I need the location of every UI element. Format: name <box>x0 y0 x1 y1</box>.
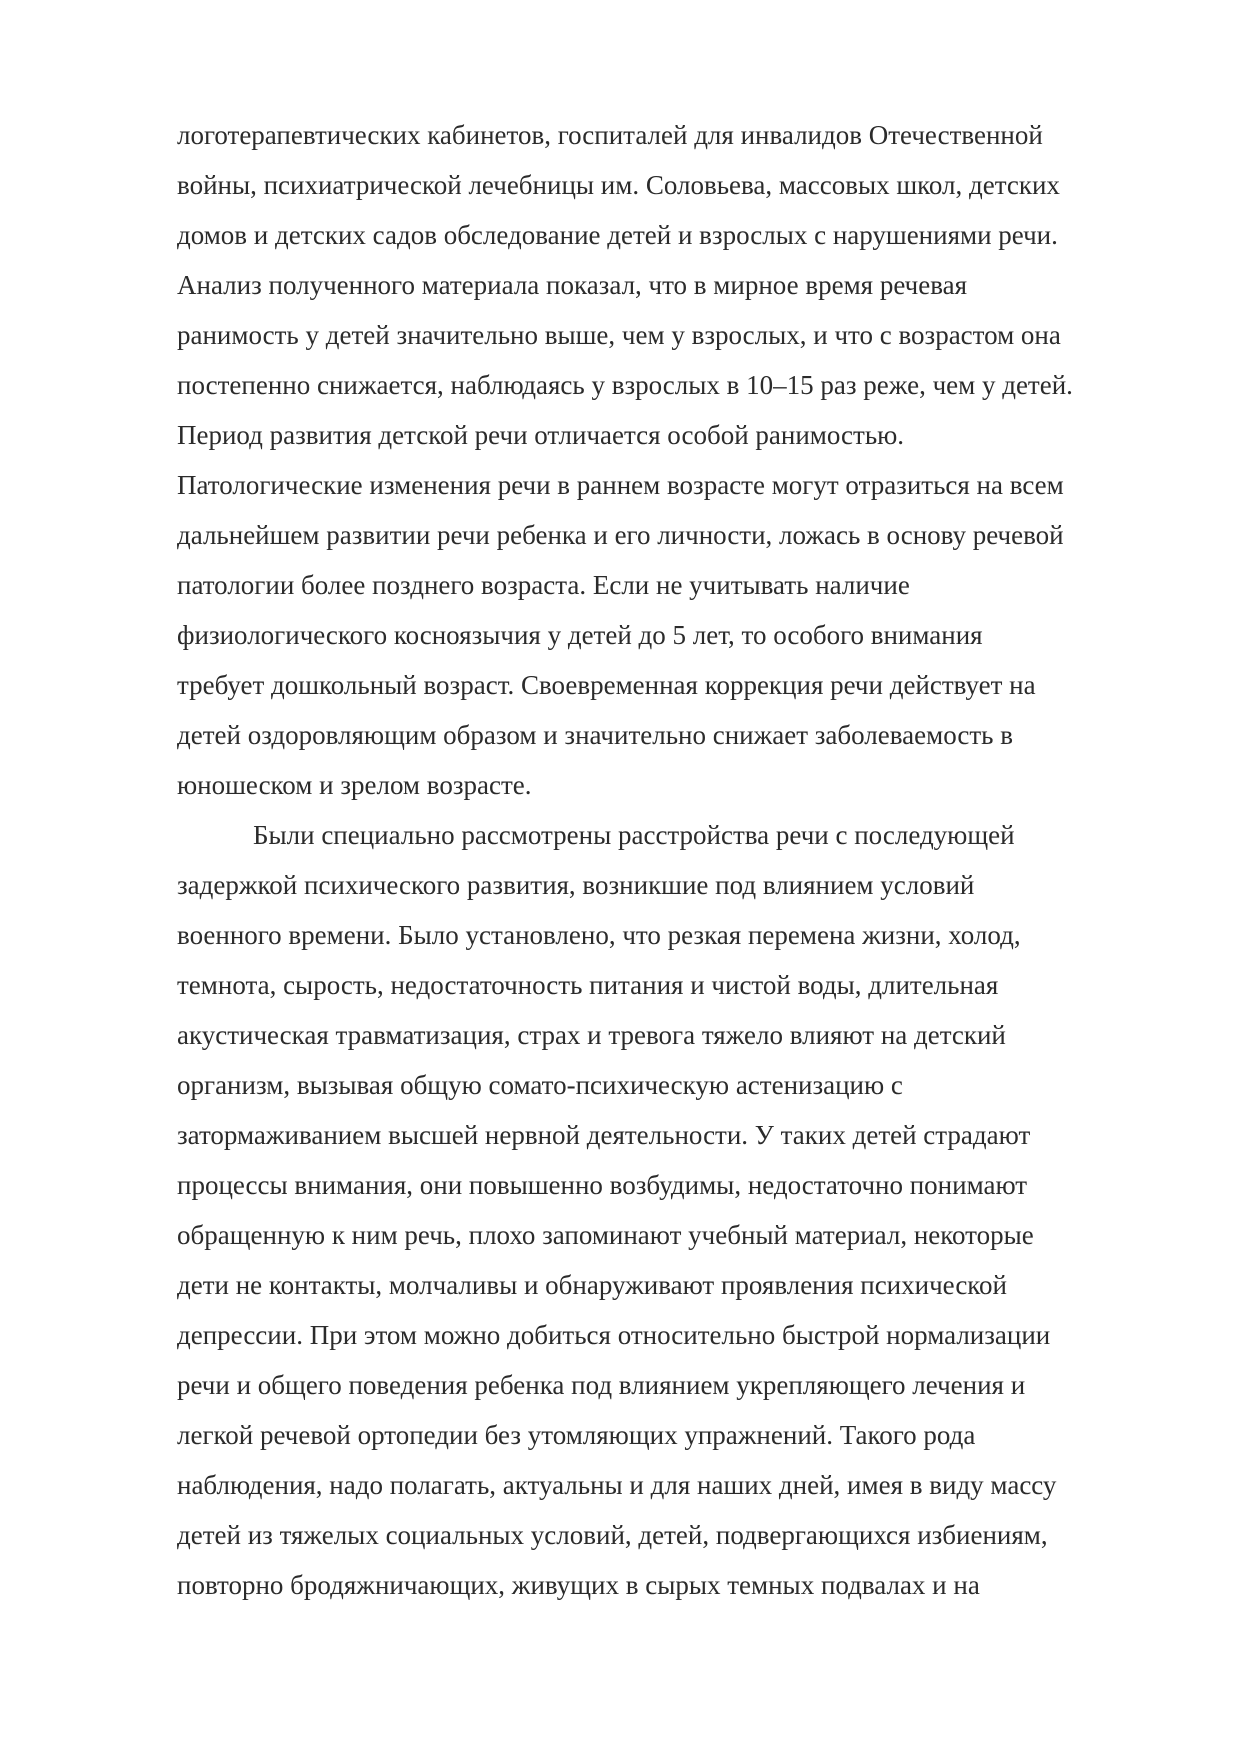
text-line: обращенную к ним речь, плохо запоминают учебный материал, некоторые <box>177 1220 1034 1250</box>
text-line: повторно бродяжничающих, живущих в сырых темных подвалах и на <box>177 1570 980 1600</box>
text-line: дальнейшем развитии речи ребенка и его личности, ложась в основу речевой <box>177 520 1064 550</box>
paragraph-1 <box>177 110 1167 810</box>
paragraph-2 <box>177 810 1167 1610</box>
text-line: физиологического косноязычия у детей до 5 лет, то особого внимания <box>177 620 983 650</box>
text-line: речи и общего поведения ребенка под влиянием укрепляющего лечения и <box>177 1370 1026 1400</box>
text-line: ранимость у детей значительно выше, чем у взрослых, и что с возрастом она <box>177 320 1061 350</box>
text-line: Анализ полученного материала показал, что в мирное время речевая <box>177 270 968 300</box>
text-line: детей из тяжелых социальных условий, детей, подвергающихся избиениям, <box>177 1520 1048 1550</box>
text-line: детей оздоровляющим образом и значительно снижает заболеваемость в <box>177 720 1013 750</box>
text-line: Патологические изменения речи в раннем возрасте могут отразиться на всем <box>177 470 1064 500</box>
text-line: затормаживанием высшей нервной деятельности. У таких детей страдают <box>177 1120 1031 1150</box>
text-line: патологии более позднего возраста. Если не учитывать наличие <box>177 570 910 600</box>
text-line: домов и детских садов обследование детей и взрослых с нарушениями речи. <box>177 220 1058 250</box>
text-line: темнота, сырость, недостаточность питания и чистой воды, длительная <box>177 970 999 1000</box>
text-line: наблюдения, надо полагать, актуальны и для наших дней, имея в виду массу <box>177 1470 1057 1500</box>
text-line: процессы внимания, они повышенно возбудимы, недостаточно понимают <box>177 1170 1028 1200</box>
text-line: задержкой психического развития, возникшие под влиянием условий <box>177 870 975 900</box>
text-line: депрессии. При этом можно добиться относительно быстрой нормализации <box>177 1320 1051 1350</box>
text-line: военного времени. Было установлено, что резкая перемена жизни, холод, <box>177 920 1021 950</box>
text-line: войны, психиатрической лечебницы им. Соловьева, массовых школ, детских <box>177 170 1060 200</box>
text-line: постепенно снижается, наблюдаясь у взрослых в 10–15 раз реже, чем у детей. <box>177 370 1073 400</box>
text-line-first-indented: Были специально рассмотрены расстройства речи с последующей <box>253 820 1015 850</box>
text-line: акустическая травматизация, страх и тревога тяжело влияют на детский <box>177 1020 1006 1050</box>
text-line: Период развития детской речи отличается особой ранимостью. <box>177 420 905 450</box>
text-line: требует дошкольный возраст. Своевременная коррекция речи действует на <box>177 670 1036 700</box>
text-line: легкой речевой ортопедии без утомляющих упражнений. Такого рода <box>177 1420 976 1450</box>
text-line: логотерапевтических кабинетов, госпиталей для инвалидов Отечественной <box>177 120 1043 150</box>
document-body <box>177 110 1167 1610</box>
text-line: дети не контакты, молчаливы и обнаруживают проявления психической <box>177 1270 1007 1300</box>
text-line: юношеском и зрелом возрасте. <box>177 770 532 800</box>
text-line: организм, вызывая общую сомато-психическую астенизацию с <box>177 1070 903 1100</box>
